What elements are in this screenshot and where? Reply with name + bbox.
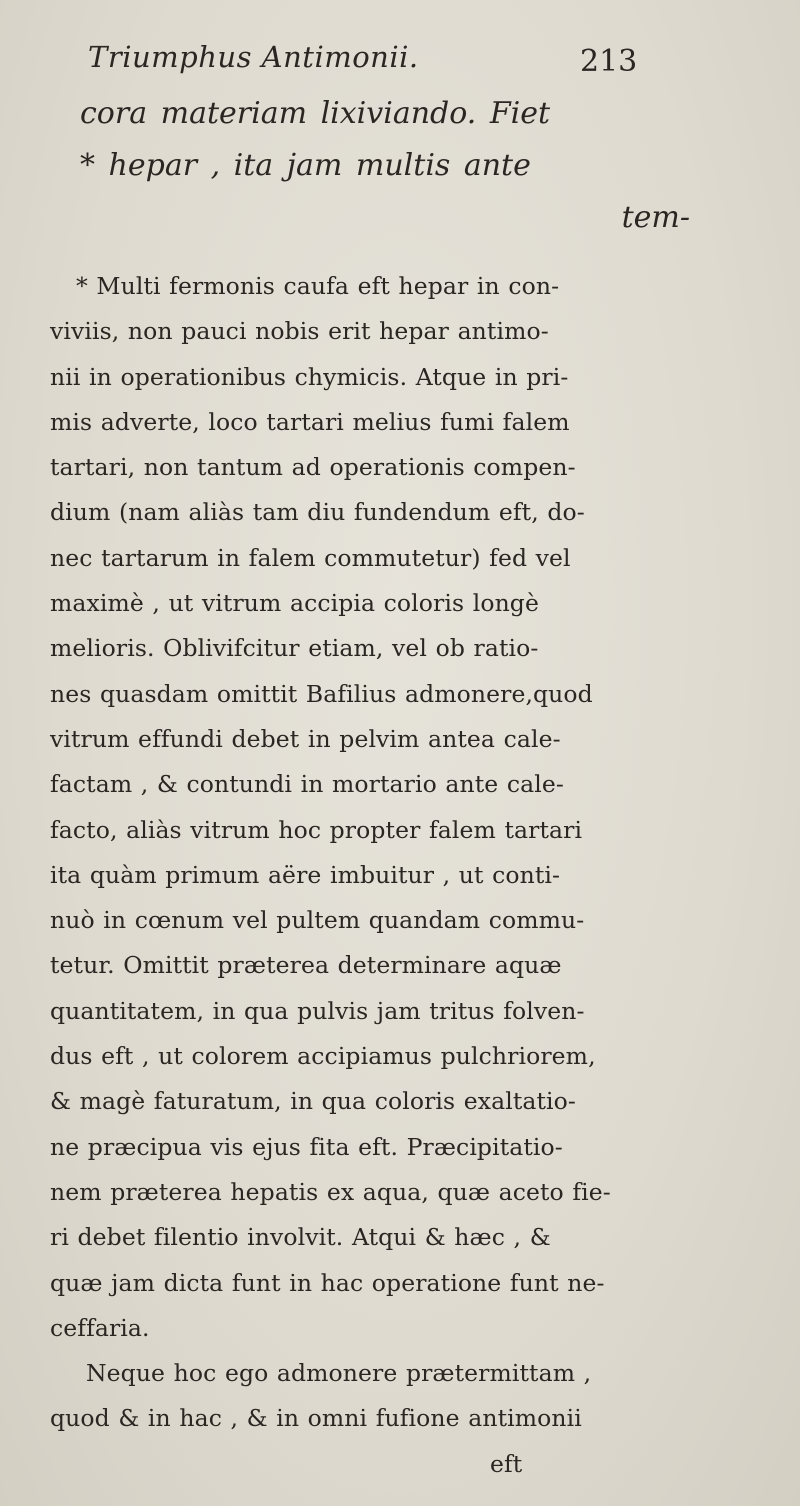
footnote-line: quæ jam dicta funt in hac operatione funt ne- xyxy=(50,1268,605,1297)
footnote-line: melioris. Oblivifcitur etiam, vel ob ratio- xyxy=(50,634,539,663)
footnote-line: nes quasdam omittit Bafilius admonere,quod xyxy=(50,679,593,708)
footnote-line: & magè faturatum, in qua coloris exaltatio- xyxy=(50,1087,576,1116)
main-text xyxy=(80,88,720,244)
footnote-line: tetur. Omittit præterea determinare aquæ xyxy=(50,951,562,980)
text-line: * hepar , ita jam multis ante xyxy=(80,148,531,183)
footnote-line: facto, aliàs vitrum hoc propter falem tartari xyxy=(50,815,583,844)
footnote-line: ne præcipua vis ejus fita eft. Præcipitatio- xyxy=(50,1132,563,1161)
footnote xyxy=(50,264,750,1487)
catchword: eft xyxy=(490,1449,523,1478)
footnote-line: nec tartarum in falem commutetur) fed vel xyxy=(50,543,571,572)
footnote-line: quod & in hac , & in omni fufione antimonii xyxy=(50,1404,582,1433)
footnote-line: dium (nam aliàs tam diu fundendum eft, do- xyxy=(50,498,585,527)
footnote-line: nem præterea hepatis ex aqua, quæ aceto fie- xyxy=(50,1177,611,1206)
footnote-line: factam , & contundi in mortario ante cale- xyxy=(50,770,564,799)
page-number: 213 xyxy=(580,44,638,79)
footnote-line: nuò in cœnum vel pultem quandam commu- xyxy=(50,906,585,935)
footnote-line: * Multi fermonis caufa eft hepar in con- xyxy=(76,272,560,300)
footnote-line: mis adverte, loco tartari melius fumi falem xyxy=(50,407,570,436)
footnote-line: vitrum effundi debet in pelvim antea cale- xyxy=(50,724,561,753)
catchword: tem- xyxy=(621,200,690,235)
footnote-line: maximè , ut vitrum accipia coloris longè xyxy=(50,589,539,618)
footnote-line: Neque hoc ego admonere prætermittam , xyxy=(86,1359,592,1388)
footnote-line: viviis, non pauci nobis erit hepar antimo- xyxy=(50,317,549,346)
footnote-line: dus eft , ut colorem accipiamus pulchriorem, xyxy=(50,1042,596,1071)
text-line: cora materiam lixiviando. Fiet xyxy=(80,96,551,131)
footnote-line: quantitatem, in qua pulvis jam tritus folven- xyxy=(50,996,585,1025)
footnote-line: tartari, non tantum ad operationis compen- xyxy=(50,453,576,482)
footnote-line: ri debet filentio involvit. Atqui & hæc , & xyxy=(50,1223,551,1252)
footnote-line: ita quàm primum aëre imbuitur , ut conti- xyxy=(50,860,561,889)
page-header xyxy=(88,40,708,90)
running-head: Triumphus Antimonii. xyxy=(88,40,419,74)
footnote-line: nii in operationibus chymicis. Atque in pri- xyxy=(50,362,569,391)
footnote-line: ceffaria. xyxy=(50,1313,150,1342)
